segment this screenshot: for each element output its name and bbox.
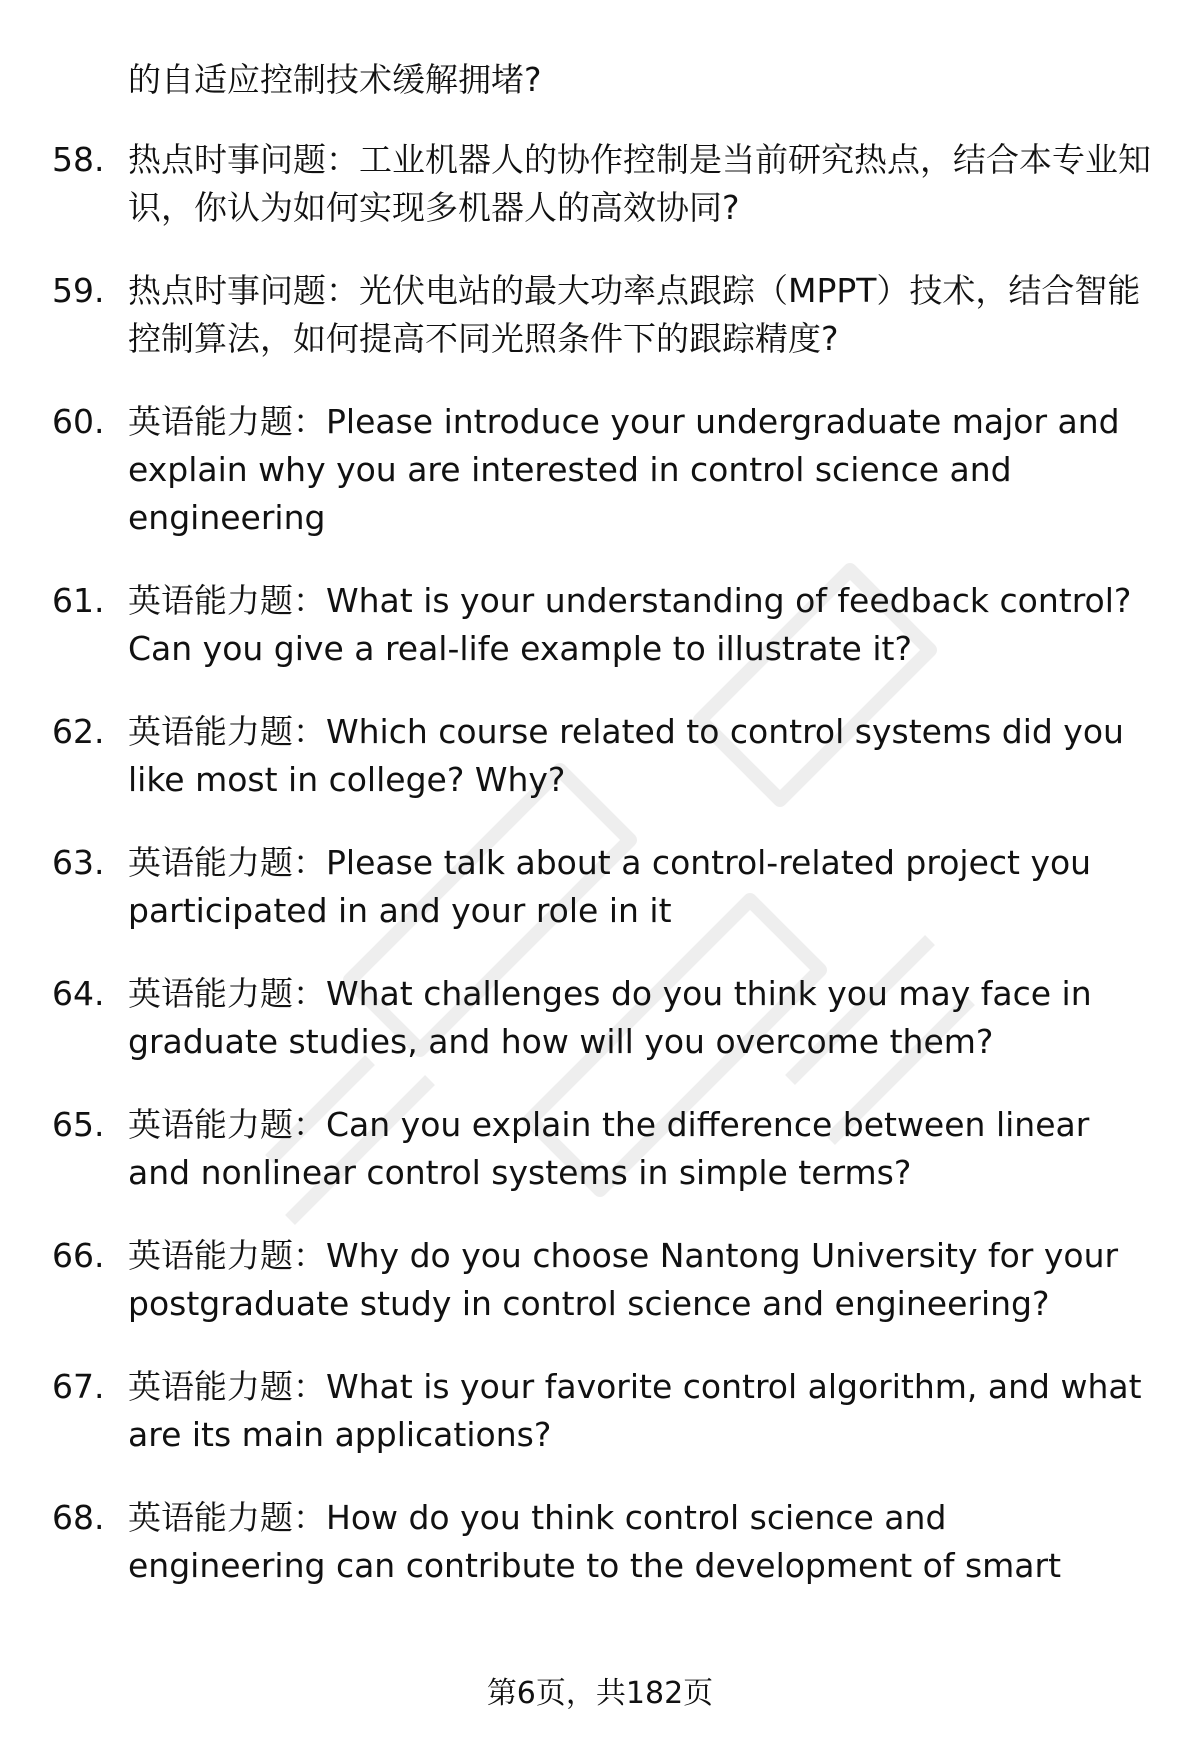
question-number: 63.	[52, 843, 105, 882]
question-number: 61.	[52, 581, 105, 620]
page-footer: 第6页，共182页	[486, 1676, 714, 1711]
list-item	[0, 1232, 1200, 1328]
question-text: 英语能力题：Can you explain the difference between linear and nonlinear control systems in simple terms?	[128, 1105, 1090, 1192]
question-number: 59.	[52, 271, 105, 310]
list-item	[0, 267, 1200, 363]
question-number: 67.	[52, 1367, 105, 1406]
list-item	[0, 398, 1200, 542]
list-item	[0, 708, 1200, 804]
question-text: 英语能力题：What is your favorite control algorithm, and what are its main applications?	[128, 1367, 1142, 1454]
question-text: 热点时事问题：光伏电站的最大功率点跟踪（MPPT）技术，结合智能控制算法，如何提高不同光照条件下的跟踪精度?	[128, 271, 1141, 358]
question-number: 64.	[52, 974, 105, 1013]
list-item	[0, 1101, 1200, 1197]
continuation-text: 的自适应控制技术缓解拥堵?	[128, 60, 542, 99]
question-number: 58.	[52, 140, 105, 179]
question-text: 英语能力题：Please talk about a control-related project you participated in and your role in it	[128, 843, 1092, 930]
question-text: 热点时事问题：工业机器人的协作控制是当前研究热点，结合本专业知识，你认为如何实现多机器人的高效协同?	[128, 140, 1151, 227]
question-text: 英语能力题：What challenges do you think you may face in graduate studies, and how will you overcome them?	[128, 974, 1092, 1061]
question-number: 60.	[52, 402, 105, 441]
question-text: 英语能力题：How do you think control science and engineering can contribute to the development of smart	[128, 1498, 1062, 1585]
question-list	[0, 136, 1200, 1625]
question-text: 英语能力题：Please introduce your undergraduate major and explain why you are interested in control science and engineering	[128, 402, 1120, 537]
question-number: 65.	[52, 1105, 105, 1144]
list-item	[0, 577, 1200, 673]
list-item	[0, 136, 1200, 232]
question-number: 68.	[52, 1498, 105, 1537]
list-item	[0, 1494, 1200, 1590]
list-item	[0, 970, 1200, 1066]
list-item	[0, 839, 1200, 935]
question-number: 66.	[52, 1236, 105, 1275]
list-item	[0, 1363, 1200, 1459]
question-text: 英语能力题：What is your understanding of feedback control? Can you give a real-life example to illustrate it?	[128, 581, 1132, 668]
question-number: 62.	[52, 712, 105, 751]
question-text: 英语能力题：Which course related to control systems did you like most in college? Why?	[128, 712, 1124, 799]
question-text: 英语能力题：Why do you choose Nantong University for your postgraduate study in control science and engineering?	[128, 1236, 1119, 1323]
